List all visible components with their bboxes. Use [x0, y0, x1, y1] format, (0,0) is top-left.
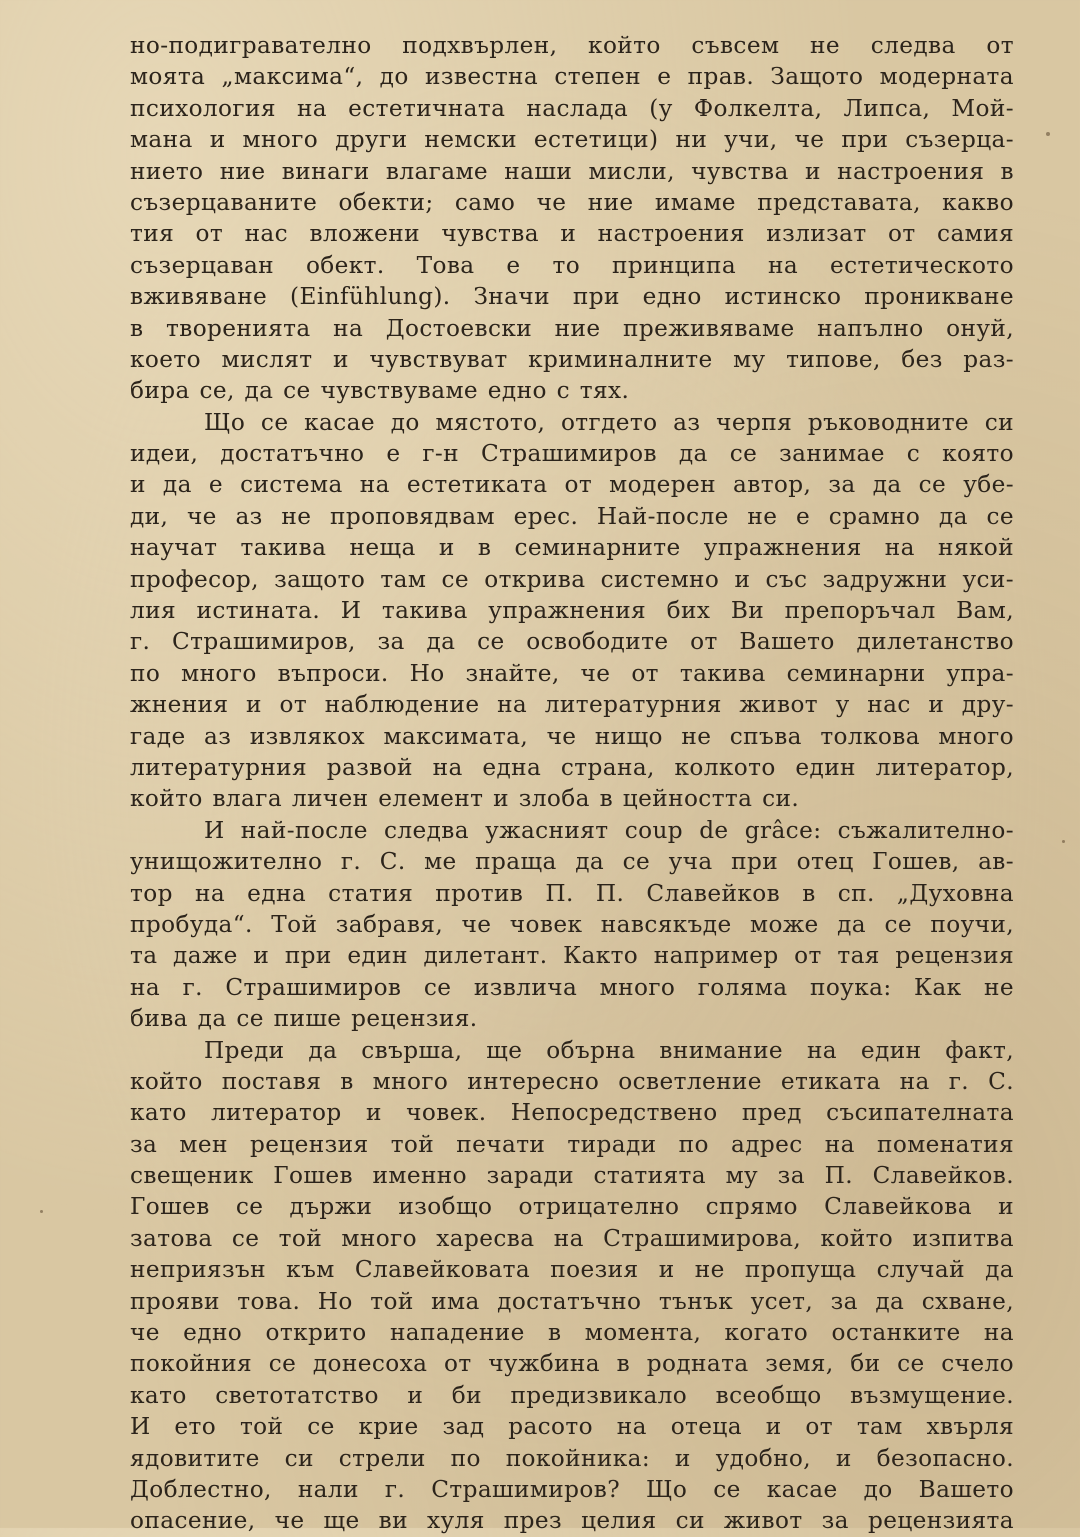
- text-line: прояви това. Но той има достатъчно тънък усет, за да схване,: [130, 1287, 1014, 1315]
- text-line: вживяване (Einfühlung). Значи при едно истинско проникване: [130, 283, 1014, 311]
- text-line: като светотатство и би предизвикало всеобщо възмущение.: [130, 1381, 1014, 1409]
- text-line: като литератор и човек. Непосредствено пред съсипателната: [130, 1099, 1014, 1127]
- text-line: ядовитите си стрели по покойника: и удобно, и безопасно.: [130, 1444, 1014, 1472]
- text-line: бира се, да се чувствуваме едно с тях.: [130, 377, 630, 405]
- text-line: лия истината. И такива упражнения бих Ви препоръчал Вам,: [130, 597, 1014, 625]
- text-line: психология на естетичната наслада (у Фолкелта, Липса, Мой-: [130, 94, 1014, 122]
- text-line: неприязън към Славейковата поезия и не пропуща случай да: [130, 1256, 1014, 1284]
- document-page: [130, 30, 1014, 1537]
- text-line: унищожително г. С. ме праща да се уча при отец Гошев, ав-: [130, 848, 1014, 876]
- text-line: идеи, достатъчно е г-н Страшимиров да се занимае с която: [130, 440, 1014, 468]
- text-line: който поставя в много интересно осветление етиката на г. С.: [130, 1067, 1014, 1095]
- text-line: но-подигравателно подхвърлен, който съвсем не следва от: [130, 32, 1014, 59]
- text-line: което мислят и чувствуват криминалните му типове, без раз-: [130, 345, 1014, 373]
- text-line: ди, че аз не проповядвам ерес. Най-после не е срамно да се: [130, 502, 1014, 530]
- text-line: тор на една статия против П. П. Славейков в сп. „Духовна: [130, 879, 1014, 907]
- text-line: бива да се пише рецензия.: [130, 1005, 478, 1033]
- text-line: покойния се донесоха от чужбина в родната земя, би се счело: [130, 1350, 1014, 1378]
- text-line: моята „максима“, до известна степен е прав. Защото модерната: [130, 63, 1014, 91]
- text-line: съзерцаван обект. Това е то принципа на естетическото: [130, 251, 1014, 279]
- text-line: професор, защото там се открива системно и със задружни уси-: [130, 565, 1014, 593]
- paper-speck: [40, 1210, 43, 1213]
- text-line: г. Страшимиров, за да се освободите от Вашето дилетанство: [130, 628, 1014, 656]
- text-line: в творенията на Достоевски ние преживяваме напълно онуй,: [130, 314, 1014, 342]
- text-line: съзерцаваните обекти; само че ние имаме представата, какво: [130, 188, 1014, 216]
- text-line: свещеник Гошев именно заради статията му за П. Славейков.: [130, 1162, 1014, 1190]
- text-line: жнения и от наблюдение на литературния живот у нас и дру-: [130, 691, 1014, 719]
- text-line: та даже и при един дилетант. Както например от тая рецензия: [130, 942, 1014, 970]
- text-line: Доблестно, нали г. Страшимиров? Що се касае до Вашето: [130, 1475, 1014, 1503]
- text-line: и да е система на естетиката от модерен автор, за да се убе-: [130, 471, 1014, 499]
- text-line: И ето той се крие зад расото на отеца и от там хвърля: [130, 1413, 1014, 1441]
- text-line: И най-после следва ужасният coup de grâce: съжалително-: [204, 816, 1014, 844]
- text-line: Гошев се държи изобщо отрицателно спрямо Славейкова и: [130, 1193, 1014, 1221]
- text-line: литературния развой на една страна, колкото един литератор,: [130, 753, 1014, 781]
- text-line: Що се касае до мястото, отгдето аз черпя ръководните си: [204, 408, 1014, 436]
- text-line: по много въпроси. Но знайте, че от такива семинарни упра-: [130, 659, 1014, 687]
- text-line: на г. Страшимиров се извлича много голяма поука: Как не: [130, 973, 1014, 1001]
- text-line: мана и много други немски естетици) ни учи, че при съзерца-: [130, 126, 1014, 154]
- paper-speck: [1046, 132, 1050, 136]
- text-line: Преди да свърша, ще обърна внимание на един факт,: [204, 1036, 1014, 1064]
- text-line: че едно открито нападение в момента, когато останките на: [130, 1319, 1014, 1347]
- text-line: опасение, че ще ви хуля през целия си живот за рецензията: [130, 1507, 1014, 1535]
- text-line: тия от нас вложени чувства и настроения излизат от самия: [130, 220, 1014, 248]
- text-line: гаде аз извлякох максимата, че нищо не спъва толкова много: [130, 722, 1014, 750]
- text-line: затова се той много харесва на Страшимирова, който изпитва: [130, 1224, 1014, 1252]
- text-line: нието ние винаги влагаме наши мисли, чувства и настроения в: [130, 157, 1014, 185]
- text-line: научат такива неща и в семинарните упражнения на някой: [130, 534, 1014, 562]
- text-line: който влага личен елемент и злоба в цейността си.: [130, 785, 800, 813]
- paper-speck: [1062, 840, 1065, 843]
- text-line: пробуда“. Той забравя, че човек навсякъде може да се поучи,: [130, 910, 1014, 938]
- text-line: за мен рецензия той печати тиради по адрес на поменатия: [130, 1130, 1014, 1158]
